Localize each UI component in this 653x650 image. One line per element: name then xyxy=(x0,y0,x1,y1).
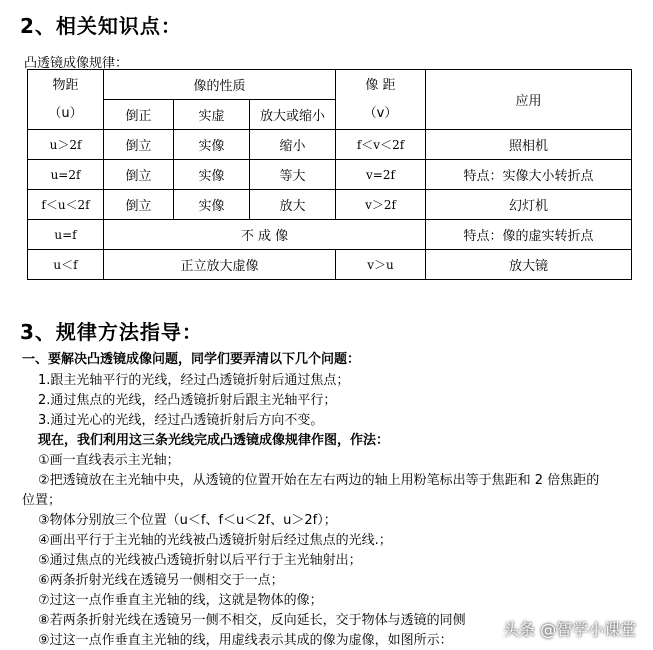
table-row: u＞2f 倒立 实像 缩小 f＜v＜2f 照相机 xyxy=(28,130,632,160)
guide-line: ②把透镜放在主光轴中央，从透镜的位置开始在左右两边的轴上用粉笔标出等于焦距和 2 倍焦距的 xyxy=(38,473,600,488)
guide-line: ⑨过这一点作垂直主光轴的线，用虚线表示其成的像为虚像，如图所示： xyxy=(38,633,453,648)
table-caption: 凸透镜成像规律： xyxy=(24,56,129,71)
header-magnify: 放大或缩小 xyxy=(250,100,336,130)
guide-line: ③物体分别放三个位置（u＜f、f＜u＜2f、u＞2f）； xyxy=(38,513,337,528)
guide-line: 位置； xyxy=(22,493,62,508)
table-row: u=2f 倒立 实像 等大 v=2f 特点：实像大小转折点 xyxy=(28,160,632,190)
guide-line: 3.通过光心的光线，经过凸透镜折射后方向不变。 xyxy=(38,413,324,428)
header-real-virtual: 实虚 xyxy=(174,100,250,130)
watermark xyxy=(503,617,636,640)
header-application: 应用 xyxy=(426,70,632,130)
watermark-text: 头条 @智学小课堂 xyxy=(503,620,637,639)
header-object-distance: 物距 （u） xyxy=(28,70,104,130)
guide-line: ⑤通过焦点的光线被凸透镜折射以后平行于主光轴射出； xyxy=(38,553,362,568)
section3-title: 3、规律方法指导： xyxy=(20,320,203,344)
section2-title: 2、相关知识点： xyxy=(20,14,182,38)
table-row: f＜u＜2f 倒立 实像 放大 v＞2f 幻灯机 xyxy=(28,190,632,220)
guide-line: 2.通过焦点的光线，经凸透镜折射后跟主光轴平行； xyxy=(38,393,337,408)
guide-subheading: 现在，我们利用这三条光线完成凸透镜成像规律作图，作法： xyxy=(38,433,390,448)
guide-line: ①画一直线表示主光轴； xyxy=(38,453,180,468)
guide-heading: 一、要解决凸透镜成像问题，同学们要弄清以下几个问题： xyxy=(22,352,361,367)
guide-line: 1.跟主光轴平行的光线，经过凸透镜折射后通过焦点； xyxy=(38,373,350,388)
header-image-nature: 像的性质 xyxy=(104,70,336,100)
header-orientation: 倒正 xyxy=(104,100,174,130)
header-image-distance: 像 距 （v） xyxy=(336,70,426,130)
table-row: u=f 不 成 像 特点：像的虚实转折点 xyxy=(28,220,632,250)
guide-line: ⑧若两条折射光线在透镜另一侧不相交，反向延长，交于物体与透镜的同侧 xyxy=(38,613,466,628)
guide-line: ⑥两条折射光线在透镜另一侧相交于一点； xyxy=(38,573,284,588)
table-row: u＜f 正立放大虚像 v＞u 放大镜 xyxy=(28,250,632,280)
guide-line: ⑦过这一点作垂直主光轴的线，这就是物体的像； xyxy=(38,593,323,608)
guide-line: ④画出平行于主光轴的光线被凸透镜折射后经过焦点的光线.； xyxy=(38,533,392,548)
lens-imaging-table xyxy=(27,69,632,280)
